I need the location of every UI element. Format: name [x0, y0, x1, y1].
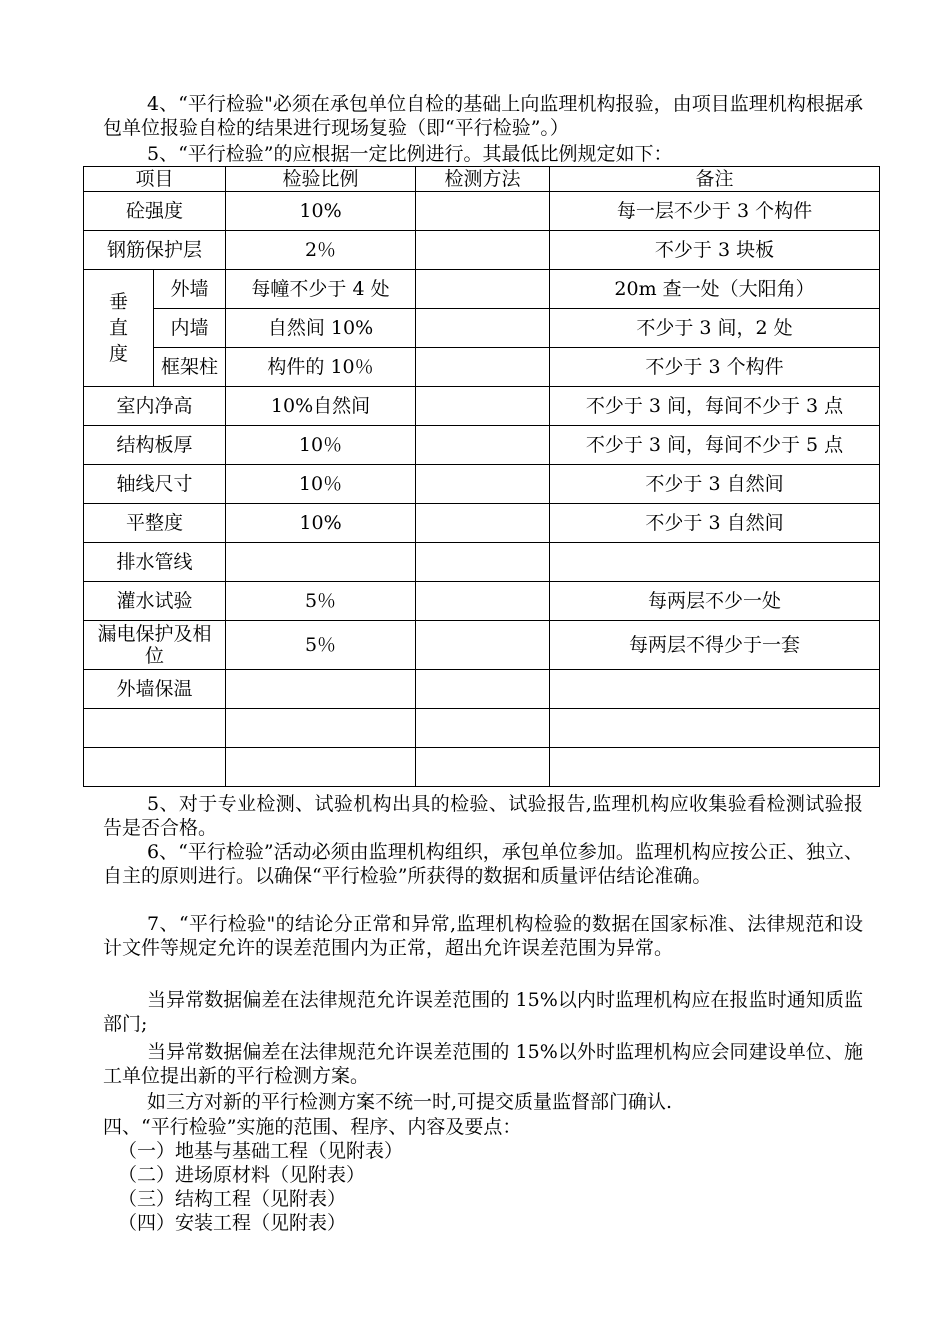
cell-item [84, 748, 226, 787]
cell-ratio [226, 543, 416, 582]
cell-item: 室内净高 [84, 387, 226, 426]
cell-item [84, 709, 226, 748]
table-row [84, 348, 880, 387]
table-row [84, 309, 880, 348]
header-method: 检测方法 [416, 167, 550, 192]
table-header-row [84, 167, 880, 192]
cell-subitem: 内墙 [154, 309, 226, 348]
paragraph-7: 7、“平行检验"的结论分正常和异常,监理机构检验的数据在国家标准、法律规范和设计文件等规定允许的误差范围内为正常，超出允许误差范围为异常。 [103, 913, 863, 959]
cell-ratio [226, 709, 416, 748]
cell-method [416, 582, 550, 621]
section-4-heading: 四、“平行检验”实施的范围、程序、内容及要点： [103, 1116, 522, 1138]
cell-note: 不少于 3 间，2 处 [550, 309, 880, 348]
table-row [84, 270, 880, 309]
list-item: （二）进场原材料（见附表） [118, 1164, 366, 1186]
table-row [84, 231, 880, 270]
header-item: 项目 [84, 167, 226, 192]
cell-note: 不少于 3 自然间 [550, 504, 880, 543]
cell-note: 每两层不少一处 [550, 582, 880, 621]
cell-item: 平整度 [84, 504, 226, 543]
table-row-empty [84, 709, 880, 748]
paragraph-5b: 5、对于专业检测、试验机构出具的检验、试验报告,监理机构应收集验看检测试验报告是否合格。 [103, 793, 863, 839]
cell-item: 外墙保温 [84, 670, 226, 709]
cell-ratio [226, 748, 416, 787]
header-ratio: 检验比例 [226, 167, 416, 192]
table-row [84, 465, 880, 504]
cell-method [416, 309, 550, 348]
cell-note [550, 748, 880, 787]
paragraph-8: 当异常数据偏差在法律规范允许误差范围的 15%以内时监理机构应在报监时通知质监部门; [103, 989, 863, 1035]
cell-note: 不少于 3 间，每间不少于 3 点 [550, 387, 880, 426]
cell-method [416, 426, 550, 465]
cell-method [416, 709, 550, 748]
cell-item: 钢筋保护层 [84, 231, 226, 270]
table-row [84, 387, 880, 426]
paragraph-9: 当异常数据偏差在法律规范允许误差范围的 15%以外时监理机构应会同建设单位、施工单位提出新的平行检测方案。 [103, 1041, 863, 1087]
cell-item: 结构板厚 [84, 426, 226, 465]
cell-method [416, 270, 550, 309]
cell-method [416, 192, 550, 231]
cell-method [416, 465, 550, 504]
cell-note: 不少于 3 块板 [550, 231, 880, 270]
table-row [84, 670, 880, 709]
verticality-label: 垂直度 [108, 291, 128, 365]
cell-method [416, 670, 550, 709]
cell-ratio: 10％ [226, 426, 416, 465]
cell-item: 排水管线 [84, 543, 226, 582]
cell-ratio: 每幢不少于 4 处 [226, 270, 416, 309]
table-row [84, 192, 880, 231]
inspection-ratio-table [83, 166, 880, 787]
cell-method [416, 621, 550, 670]
cell-ratio [226, 670, 416, 709]
cell-ratio: 10% [226, 192, 416, 231]
cell-ratio: 10% [226, 504, 416, 543]
cell-method [416, 231, 550, 270]
cell-group-verticality [84, 270, 154, 387]
table-row [84, 621, 880, 670]
cell-note: 每一层不少于 3 个构件 [550, 192, 880, 231]
cell-ratio: 自然间 10% [226, 309, 416, 348]
cell-note: 每两层不得少于一套 [550, 621, 880, 670]
cell-item: 轴线尺寸 [84, 465, 226, 504]
cell-note: 不少于 3 间，每间不少于 5 点 [550, 426, 880, 465]
cell-note: 不少于 3 个构件 [550, 348, 880, 387]
cell-note [550, 543, 880, 582]
list-item: （三）结构工程（见附表） [118, 1188, 347, 1210]
cell-ratio: 10%自然间 [226, 387, 416, 426]
cell-ratio: 构件的 10％ [226, 348, 416, 387]
paragraph-5: 5、“平行检验”的应根据一定比例进行。其最低比例规定如下： [147, 143, 673, 165]
cell-note: 不少于 3 自然间 [550, 465, 880, 504]
cell-note: 20m 查一处（大阳角） [550, 270, 880, 309]
cell-item: 砼强度 [84, 192, 226, 231]
cell-item: 灌水试验 [84, 582, 226, 621]
cell-note [550, 670, 880, 709]
cell-ratio: 10％ [226, 465, 416, 504]
table-row [84, 504, 880, 543]
cell-subitem: 框架柱 [154, 348, 226, 387]
table-row [84, 426, 880, 465]
table-row [84, 543, 880, 582]
cell-item [84, 621, 226, 670]
cell-method [416, 543, 550, 582]
cell-method [416, 348, 550, 387]
paragraph-6: 6、“平行检验”活动必须由监理机构组织，承包单位参加。监理机构应按公正、独立、自主的原则进行。以确保“平行检验”所获得的数据和质量评估结论准确。 [103, 841, 863, 887]
list-item: （四）安装工程（见附表） [118, 1212, 347, 1234]
cell-subitem: 外墙 [154, 270, 226, 309]
list-item: （一）地基与基础工程（见附表） [118, 1140, 404, 1162]
table-row-empty [84, 748, 880, 787]
header-note: 备注 [550, 167, 880, 192]
cell-note [550, 709, 880, 748]
cell-method [416, 387, 550, 426]
cell-ratio: 5％ [226, 621, 416, 670]
paragraph-10: 如三方对新的平行检测方案不统一时,可提交质量监督部门确认. [147, 1091, 673, 1113]
cell-method [416, 748, 550, 787]
cell-method [416, 504, 550, 543]
table-row [84, 582, 880, 621]
paragraph-4: 4、“平行检验"必须在承包单位自检的基础上向监理机构报验，由项目监理机构根据承包单位报验自检的结果进行现场复验（即“平行检验”。） [103, 93, 863, 139]
cell-item-text: 漏电保护及相位 [97, 623, 212, 667]
cell-ratio: 5％ [226, 582, 416, 621]
cell-ratio: 2％ [226, 231, 416, 270]
